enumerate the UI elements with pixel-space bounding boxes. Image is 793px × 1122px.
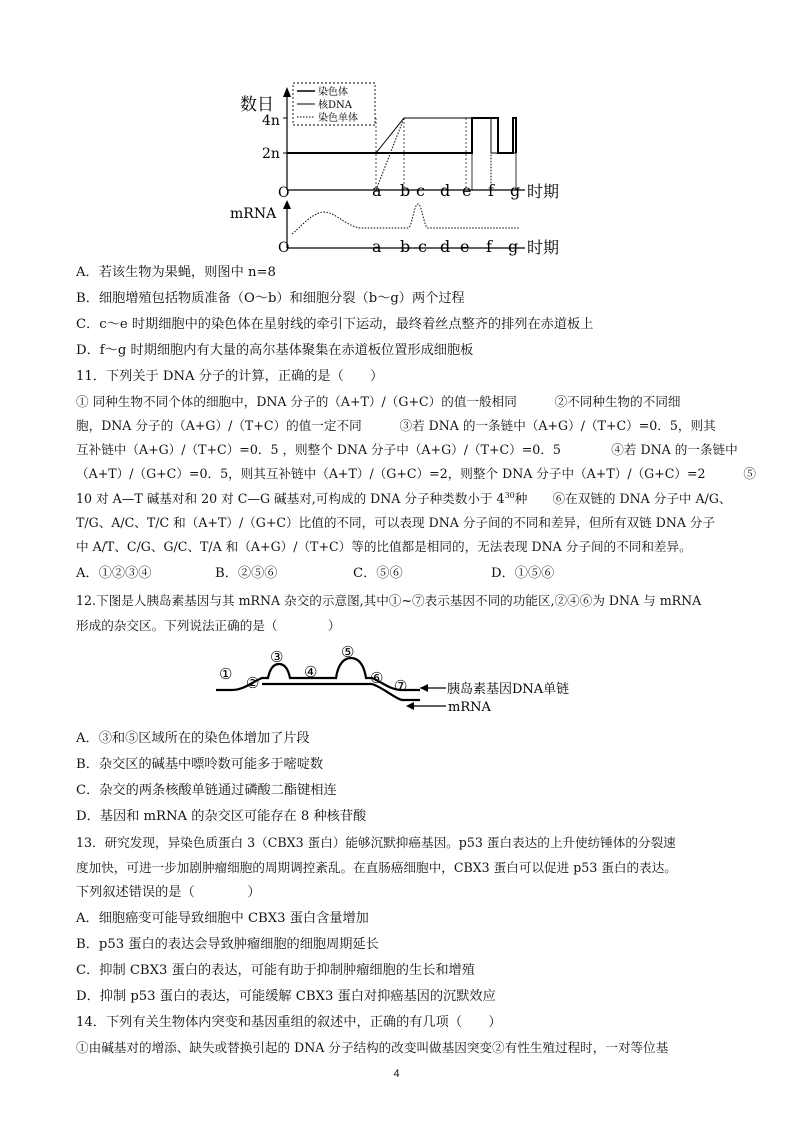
q13-line-1: 13．研究发现，异染色质蛋白 3（CBX3 蛋白）能够沉默抑癌基因。p53 蛋白表达的上升使纺锤体的分裂速 (76, 835, 676, 850)
mrna-x-tick-b: b (400, 237, 411, 256)
tick-2n: 2n (262, 146, 280, 162)
q13-option-b: B．p53 蛋白的表达会导致肿瘤细胞的细胞周期延长 (76, 937, 379, 952)
x-tick-a: a (372, 181, 382, 200)
region-2: ② (246, 674, 260, 692)
q13-line-2: 度加快，可进一步加剧肿瘤细胞的周期调控紊乱。在直肠癌细胞中，CBX3 蛋白可以促进 p53 蛋白的表达。 (76, 860, 677, 875)
mrna-strand-label: mRNA (448, 700, 491, 715)
q11-line-2: 胞，DNA 分子的（A+G）/（T+C）的值一定不同 ③若 DNA 的一条链中（A+G）/（T+C）=0．5，则其 (76, 418, 716, 433)
origin-label: O (278, 185, 290, 201)
q11-option-c: C．⑤⑥ (353, 566, 403, 581)
q11-option-d: D．①⑤⑥ (491, 566, 555, 581)
region-6: ⑥ (370, 669, 384, 687)
mrna-x-label: 时期 (527, 238, 560, 257)
q13-line-3: 下列叙述错误的是（ ） (76, 885, 261, 900)
q13-option-c: C．抑制 CBX3 蛋白的表达，可能有助于抑制肿瘤细胞的生长和增殖 (76, 963, 475, 978)
q11-option-a: A．①②③④ (76, 566, 152, 581)
mrna-curve (292, 204, 520, 234)
q10-option-b: B．细胞增殖包括物质准备（O～b）和细胞分裂（b～g）两个过程 (76, 291, 465, 306)
q11-line-5-post: 种 ⑥在双链的 DNA 分子中 A/G、 (514, 491, 732, 506)
q13-option-d: D．抑制 p53 蛋白的表达，可能缓解 CBX3 蛋白对抑癌基因的沉默效应 (76, 989, 496, 1004)
x-tick-c: c (416, 181, 425, 200)
legend-chromosome: 染色体 (318, 87, 348, 98)
q11-option-b: B．②⑤⑥ (215, 566, 278, 581)
q11-line-4: （A+T）/（G+C）=0．5，则其互补链中（A+T）/（G+C）=2，则整个 DNA 分子中（A+T）/（G+C）=2 ⑤ (76, 466, 756, 481)
q12-option-b: B．杂交区的碱基中嘌呤数可能多于嘧啶数 (76, 757, 324, 772)
q11-stem: 11．下列关于 DNA 分子的计算，正确的是（ ） (76, 369, 384, 384)
q14-stem: 14．下列有关生物体内突变和基因重组的叙述中，正确的有几项（ ） (76, 1015, 502, 1030)
region-4: ④ (304, 663, 318, 681)
mrna-x-tick-labels (372, 237, 518, 256)
region-1: ① (219, 665, 233, 683)
mrna-x-tick-g: g (508, 237, 519, 256)
region-7: ⑦ (394, 677, 408, 695)
mrna-x-tick-a: a (372, 237, 382, 256)
dna-strand-label: 胰岛素基因DNA单链 (447, 682, 570, 697)
region-3: ③ (270, 648, 284, 666)
q10-option-a: A．若该生物为果蝇，则图中 n=8 (76, 265, 276, 280)
q11-line-5 (76, 490, 732, 508)
q10-option-c: C．c～e 时期细胞中的染色体在星射线的牵引下运动，最终着丝点整齐的排列在赤道板上 (76, 317, 594, 332)
page-number: 4 (393, 1068, 400, 1080)
q10-option-d: D．f～g 时期细胞内有大量的高尔基体聚集在赤道板位置形成细胞板 (76, 343, 474, 358)
q12-option-d: D．基因和 mRNA 的杂交区可能存在 8 种核苷酸 (76, 809, 367, 824)
q11-line-5-pre: 10 对 A—T 碱基对和 20 对 C—G 碱基对,可构成的 DNA 分子种类数小于 4 (76, 491, 505, 506)
mrna-x-tick-e: e (460, 237, 470, 256)
q12-stem-2: 形成的杂交区。下列说法正确的是（ ） (76, 618, 341, 633)
x-tick-d: d (440, 181, 451, 200)
x-tick-f: f (488, 181, 494, 200)
q11-line-1: ① 同种生物不同个体的细胞中，DNA 分子的（A+T）/（G+C）的值一般相同 ②不同种生物的不同细 (76, 394, 681, 409)
mrna-origin: O (278, 240, 290, 256)
q11-line-5-exponent: 30 (504, 490, 515, 500)
q14-line-1: ①由碱基对的增添、缺失或替换引起的 DNA 分子结构的改变叫做基因突变②有性生殖过程时，一对等位基 (76, 1040, 669, 1055)
mrna-x-tick-c: c (418, 237, 427, 256)
q12-option-c: C．杂交的两条核酸单链通过磷酸二酯键相连 (76, 783, 337, 798)
x-tick-g: g (510, 181, 521, 200)
mrna-x-tick-f: f (486, 237, 492, 256)
tick-4n: 4n (262, 113, 280, 129)
legend-dna: 核DNA (318, 100, 352, 111)
q11-line-6: T/G、A/C、T/C 和（A+T）/（G+C）比值的不同，可以表现 DNA 分子间的不同和差异，但所有双链 DNA 分子 (76, 515, 716, 530)
cell-cycle-figure (0, 0, 793, 270)
q12-option-a: A．③和⑤区域所在的染色体增加了片段 (76, 731, 310, 746)
y-label: 数日 (240, 95, 274, 115)
mrna-label: mRNA (230, 206, 277, 222)
q12-stem-1: 12.下图是人胰岛素基因与其 mRNA 杂交的示意图,其中①~⑦表示基因不同的功能区,②④⑥为 DNA 与 mRNA (76, 593, 702, 608)
x-label: 时期 (527, 182, 560, 201)
q11-line-3: 互补链中（A+G）/（T+C）=0．5 ，则整个 DNA 分子中（A+G）/（T+C）=0．5 ④若 DNA 的一条链中 (76, 442, 738, 457)
x-tick-e: e (462, 181, 472, 200)
hybridization-figure (0, 640, 793, 720)
legend-chromatid: 染色单体 (318, 113, 358, 124)
region-5: ⑤ (341, 643, 355, 661)
q11-line-7: 中 A/T、C/G、G/C、T/A 和（A+G）/（T+C）等的比值都是相同的，无法表现 DNA 分子间的不同和差异。 (76, 539, 692, 554)
mrna-x-tick-d: d (440, 237, 451, 256)
q13-option-a: A．细胞癌变可能导致细胞中 CBX3 蛋白含量增加 (76, 911, 369, 926)
x-tick-b: b (400, 181, 411, 200)
